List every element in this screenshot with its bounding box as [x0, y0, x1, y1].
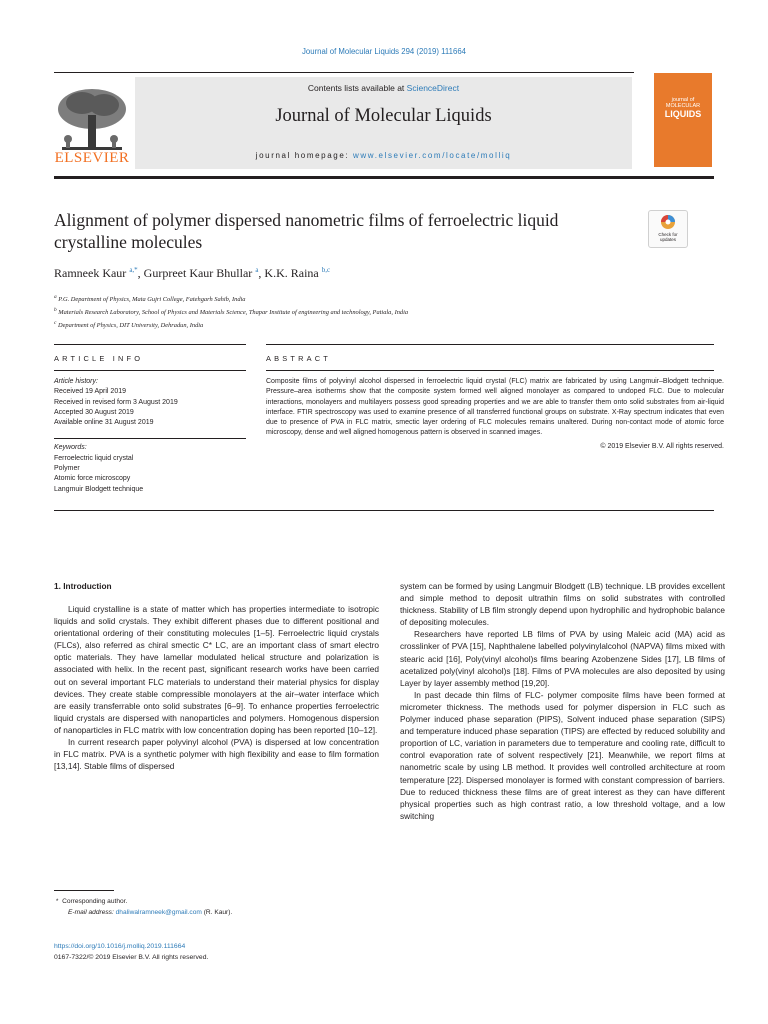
email-line [54, 907, 232, 918]
cover-line-2: MOLECULAR [665, 103, 701, 109]
history-label: Article history: [54, 378, 98, 385]
divider [266, 344, 714, 345]
sciencedirect-link[interactable]: ScienceDirect [406, 83, 460, 93]
history-item: Received in revised form 3 August 2019 [54, 398, 178, 406]
history-item: Accepted 30 August 2019 [54, 408, 134, 416]
divider [266, 370, 714, 371]
crossmark-label [648, 232, 688, 242]
keyword: Ferroelectric liquid crystal [54, 454, 134, 462]
cover-title [654, 97, 712, 119]
page-footer [54, 941, 208, 963]
contents-prefix: Contents lists available at [307, 83, 407, 93]
title-line-1: Alignment of polymer dispersed nanometric films of ferroelectric liquid [54, 210, 559, 230]
header-rule [54, 72, 634, 73]
header-thick-rule [54, 176, 714, 179]
homepage-link[interactable]: www.elsevier.com/locate/molliq [353, 151, 512, 160]
affiliation-marker: c [54, 320, 57, 327]
affiliation-item [54, 305, 694, 318]
affiliation-item [54, 318, 694, 331]
affiliation-text: Materials Research Laboratory, School of Physics and Materials Science, Thapar Institute of engineering and technology, Patiala, India [58, 309, 409, 317]
article-info-heading: ARTICLE INFO [54, 354, 144, 363]
divider [54, 370, 246, 371]
journal-cover-thumbnail [654, 73, 712, 167]
abstract-copyright: © 2019 Elsevier B.V. All rights reserved. [600, 442, 724, 450]
corresponding-author-text: Corresponding author. [62, 898, 128, 905]
issn-copyright: 0167-7322/© 2019 Elsevier B.V. All rights reserved. [54, 954, 209, 961]
keyword: Atomic force microscopy [54, 475, 131, 483]
author-name: Ramneek Kaur [54, 266, 130, 280]
corresponding-author: * Corresponding author. [54, 898, 128, 905]
crossmark-line-1: Check for [658, 232, 678, 237]
article-info [54, 377, 246, 495]
crossmark-line-2: updates [659, 237, 676, 242]
keywords-label: Keywords: [54, 444, 87, 452]
email-label: E-mail address: [68, 909, 116, 916]
affiliation-list [54, 292, 694, 331]
cover-line-1: journal of [671, 97, 695, 103]
keyword: Polymer [54, 465, 80, 473]
divider [54, 428, 246, 439]
journal-name: Journal of Molecular Liquids [275, 106, 492, 126]
divider [54, 344, 246, 345]
affiliation-marker: b [54, 307, 57, 314]
affiliation-text: Department of Physics, DIT University, Dehradun, India [57, 322, 204, 330]
email-suffix: (R. Kaur). [201, 909, 233, 916]
abstract-text: Composite films of polyvinyl alcohol dispersed in ferroelectric liquid crystal (FLC) matrix are fabricated by using Langmuir–Blodgett technique. Pressure–area isotherms show that the composite system formed well aligned monolayer as compared to undoped FLC. Due to molecular interactions, monolayers and multilayers possess good spreading properties and we are able to transfer them onto solid substrates from air-liquid interface. FTIR spectroscopy was used to examine presence of all transferred functional groups on substrate. X-Ray spectrum indicates that even due to presence of PVA in FLC matrix, smectic layer ordering of FLC molecules remains unaltered. During non-contact mode of atomic force microscopy, dense and well aligned homogenous pattern is observed in scanned images. [266, 378, 724, 437]
abstract-heading: ABSTRACT [266, 354, 332, 363]
author-affiliation-link[interactable]: b,c [321, 266, 331, 274]
left-column [54, 603, 379, 772]
abstract [266, 377, 724, 452]
title-line-2: crystalline molecules [54, 232, 203, 252]
author-affiliation-link[interactable]: a,* [129, 266, 138, 274]
affiliation-text: P.G. Department of Physics, Mata Gujri College, Fatehgarh Sahib, India [58, 296, 246, 304]
right-column [400, 580, 725, 822]
author-name: , K.K. Raina [258, 266, 322, 280]
section-heading: 1. Introduction [54, 581, 112, 591]
author-affiliation-link[interactable]: a [255, 266, 259, 274]
keyword: Langmuir Blodgett technique [54, 485, 144, 493]
paragraph: Researchers have reported LB films of PVA by using Maleic acid (MA) acid as crosslinker of PVA [15], Naphthalene labelled polyvinylalcohol (NAPVA) films mixed with stearic acid [16], Poly(vinyl alcohol)s films bearing Azobenzene Sides [17], LB films of acetalized poly(vinyl alcohol)s [18]. Films of PVA molecules are also deposited by using Layer by layer assembly method [19,20]. [400, 629, 725, 688]
contents-line [135, 83, 632, 93]
paragraph: system can be formed by using Langmuir Blodgett (LB) technique. LB provides excellent and simple method to deposit ultrathin films on solid substrates with controlled thickness. Stability of LB film strongly depend upon hydrophilic and hydrophobic balance of depositing molecules. [400, 581, 725, 628]
affiliation-item [54, 292, 694, 305]
paragraph: Liquid crystalline is a state of matter which has properties intermediate to isotropic liquids and solid crystals. They exhibit different phases due to different positional and orientational ordering of their constituting molecules [1–5]. Ferroelectric liquid crystals (FLCs), also referred as chiral smectic C* LC, are an important class of smart electro optic materials. They have lamellar modulated helical structure and polarization is associated with helix. In the recent past, significant research works have been carried out on several important FLC materials to understand their material physics for display devices. They create stable compressible monolayers at the air–water interface which are easily transferrable onto solid substrates [6–9]. To enhance properties ferroelectric liquid crystals are dispersed with nanoparticles and polymers. Homogenous dispersion of nanoparticles in FLC matrix with low concentration doping has been reported [10–12]. [54, 604, 379, 735]
crossmark-icon[interactable] [648, 210, 688, 248]
history-item: Received 19 April 2019 [54, 388, 126, 396]
author-name: , Gurpreet Kaur Bhullar [137, 266, 256, 280]
footnote-rule [54, 890, 114, 891]
affiliation-marker: a [54, 294, 57, 300]
divider [54, 510, 714, 511]
doi-link[interactable]: https://doi.org/10.1016/j.molliq.2019.111664 [54, 943, 186, 950]
author-list [54, 266, 330, 281]
paragraph: In past decade thin films of FLC- polymer composite films have been formed at micrometer thickness. The methods used for polymer dispersion in FLC such as Polymer induced phase separation (PIPS), Solvent induced phase separation (SIPS) and temperature induced phase separation (TIPS) are effected by reduced solubility and proportion of LC, variation in parameters due to temperature and cooling rate, difficult to control evaporation rate of solvent respectively [21]. Meanwhile, we report films at nanometric scale by using LB method. It provides well controlled architecture at room temperature [22]. Dispersed monolayer is formed with constant compression of barriers. Due to reduced thickness these films are of great interest as they can have different physical properties such as high contrast ratio, a low threshold voltage, and a low switching [400, 689, 725, 821]
article-title [54, 209, 614, 253]
journal-homepage [135, 151, 632, 160]
paragraph: In current research paper polyvinyl alcohol (PVA) is dispersed at low concentration in FLC matrix. PVA is a synthetic polymer with high flexibility and ease to film formation [13,14]. Stable films of dispersed [54, 737, 379, 772]
history-item: Available online 31 August 2019 [54, 419, 154, 427]
email-link[interactable]: dhaliwalramneek@gmail.com [115, 909, 202, 916]
journal-citation[interactable]: Journal of Molecular Liquids 294 (2019) 111664 [302, 47, 466, 56]
footnote [54, 896, 232, 918]
homepage-prefix: journal homepage: [255, 151, 354, 160]
cover-line-3: LIQUIDS [664, 109, 702, 119]
elsevier-wordmark: ELSEVIER [54, 150, 130, 166]
